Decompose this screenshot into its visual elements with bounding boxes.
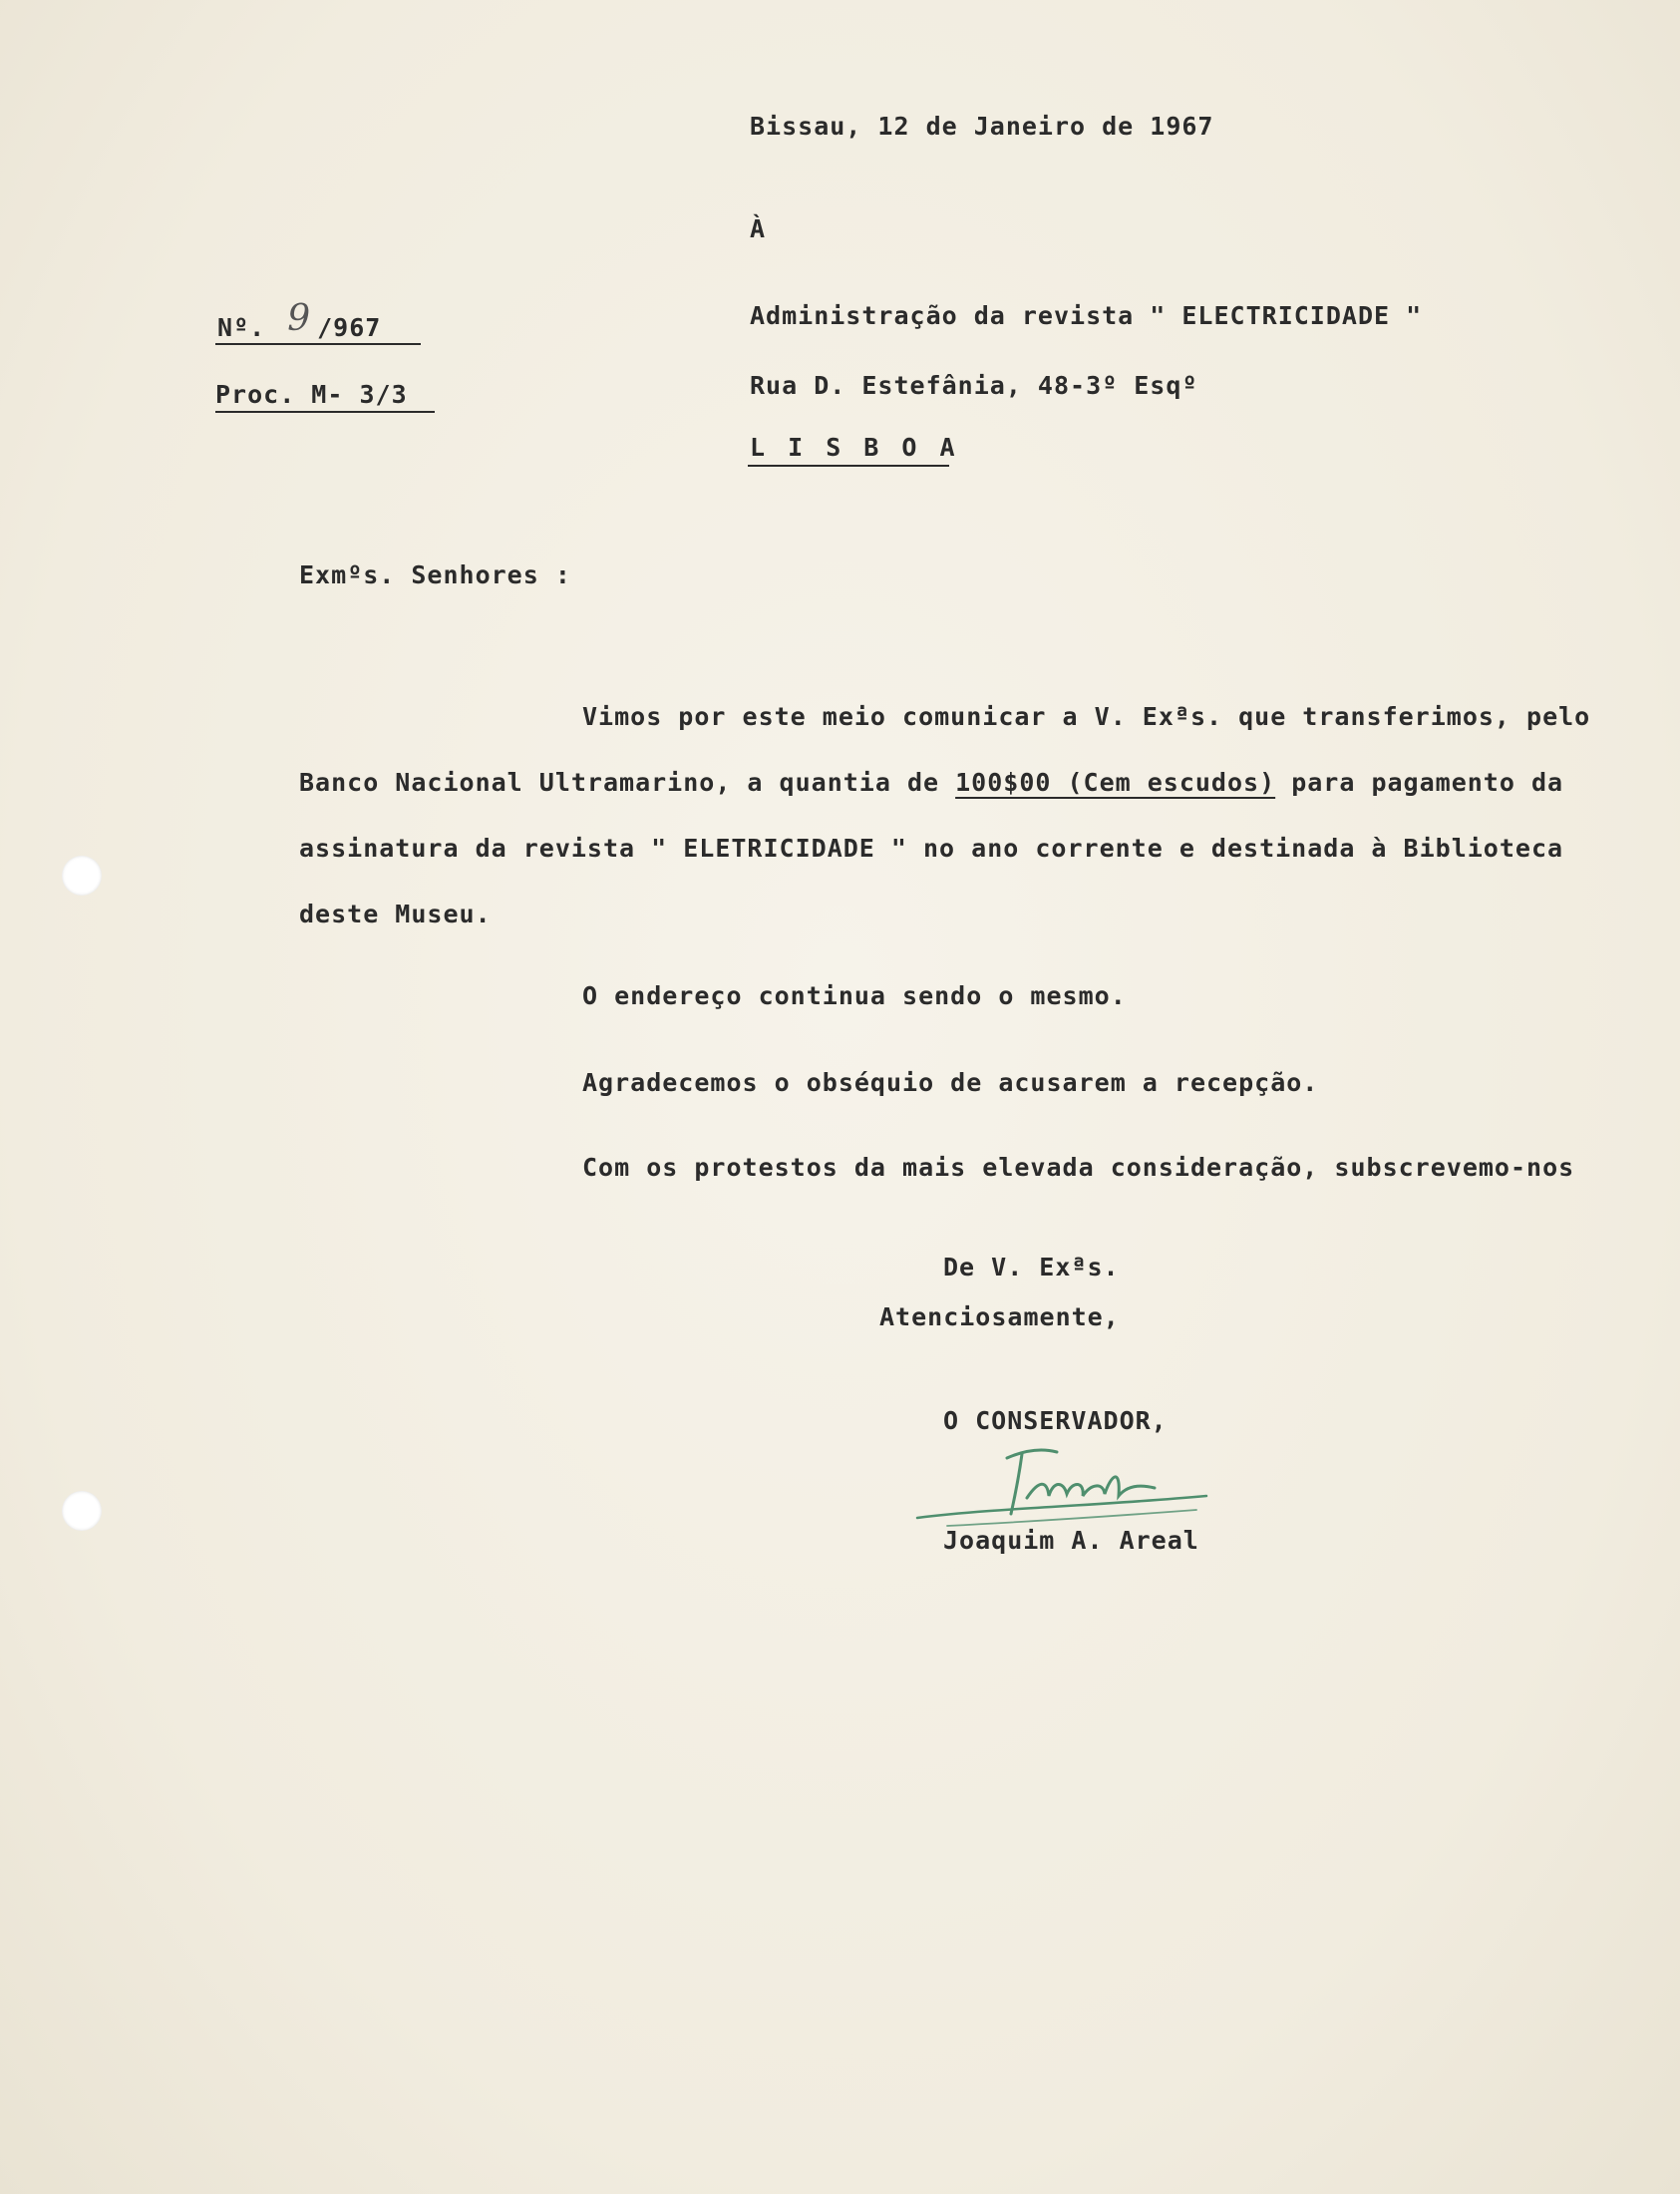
salutation: Exmºs. Senhores : — [299, 560, 571, 589]
signer-name: Joaquim A. Areal — [943, 1526, 1199, 1555]
paragraph1-line4: deste Museu. — [299, 900, 492, 928]
paragraph1-line2 — [299, 750, 1629, 816]
punch-hole-bottom — [62, 1491, 102, 1531]
paragraph1-line2-suffix: para pagamento da — [1275, 768, 1564, 797]
body-paragraph-2: O endereço continua sendo o mesmo. — [582, 981, 1127, 1010]
reference-number — [217, 298, 382, 345]
recipient-line2: Rua D. Estefânia, 48-3º Esqº — [750, 371, 1198, 400]
reference-number-underline — [215, 343, 421, 345]
body-paragraph-1 — [299, 684, 1629, 947]
paragraph1-line1: Vimos por este meio comunicar a V. Exªs. que transferimos, pelo — [582, 702, 1591, 731]
closing-title: O CONSERVADOR, — [943, 1406, 1168, 1435]
closing-line2: Atenciosamente, — [879, 1302, 1120, 1331]
closing-line1: De V. Exªs. — [943, 1253, 1120, 1281]
paragraph1-line2-prefix: Banco Nacional Ultramarino, a quantia de — [299, 768, 956, 797]
body-paragraph-3: Agradecemos o obséquio de acusarem a recepção. — [582, 1068, 1319, 1097]
body-paragraph-4: Com os protestos da mais elevada consideração, subscrevemo-nos — [582, 1153, 1575, 1182]
transfer-amount: 100$00 (Cem escudos) — [955, 768, 1276, 797]
recipient-city: L I S B O A — [750, 433, 959, 462]
process-reference: Proc. M- 3/3 — [215, 380, 408, 409]
to-marker: À — [750, 214, 767, 243]
reference-number-suffix: /967 — [317, 313, 382, 342]
process-reference-underline — [215, 411, 435, 413]
recipient-city-underline — [748, 465, 949, 467]
signature — [907, 1436, 1226, 1536]
recipient-line1: Administração da revista " ELECTRICIDADE " — [750, 301, 1423, 330]
reference-number-prefix: Nº. — [217, 313, 266, 342]
punch-hole-top — [62, 856, 102, 896]
reference-number-handwritten: 9 — [287, 298, 312, 339]
paragraph1-line3: assinatura da revista " ELETRICIDADE " no ano corrente e destinada à Biblioteca — [299, 834, 1564, 863]
place-date: Bissau, 12 de Janeiro de 1967 — [750, 112, 1214, 141]
